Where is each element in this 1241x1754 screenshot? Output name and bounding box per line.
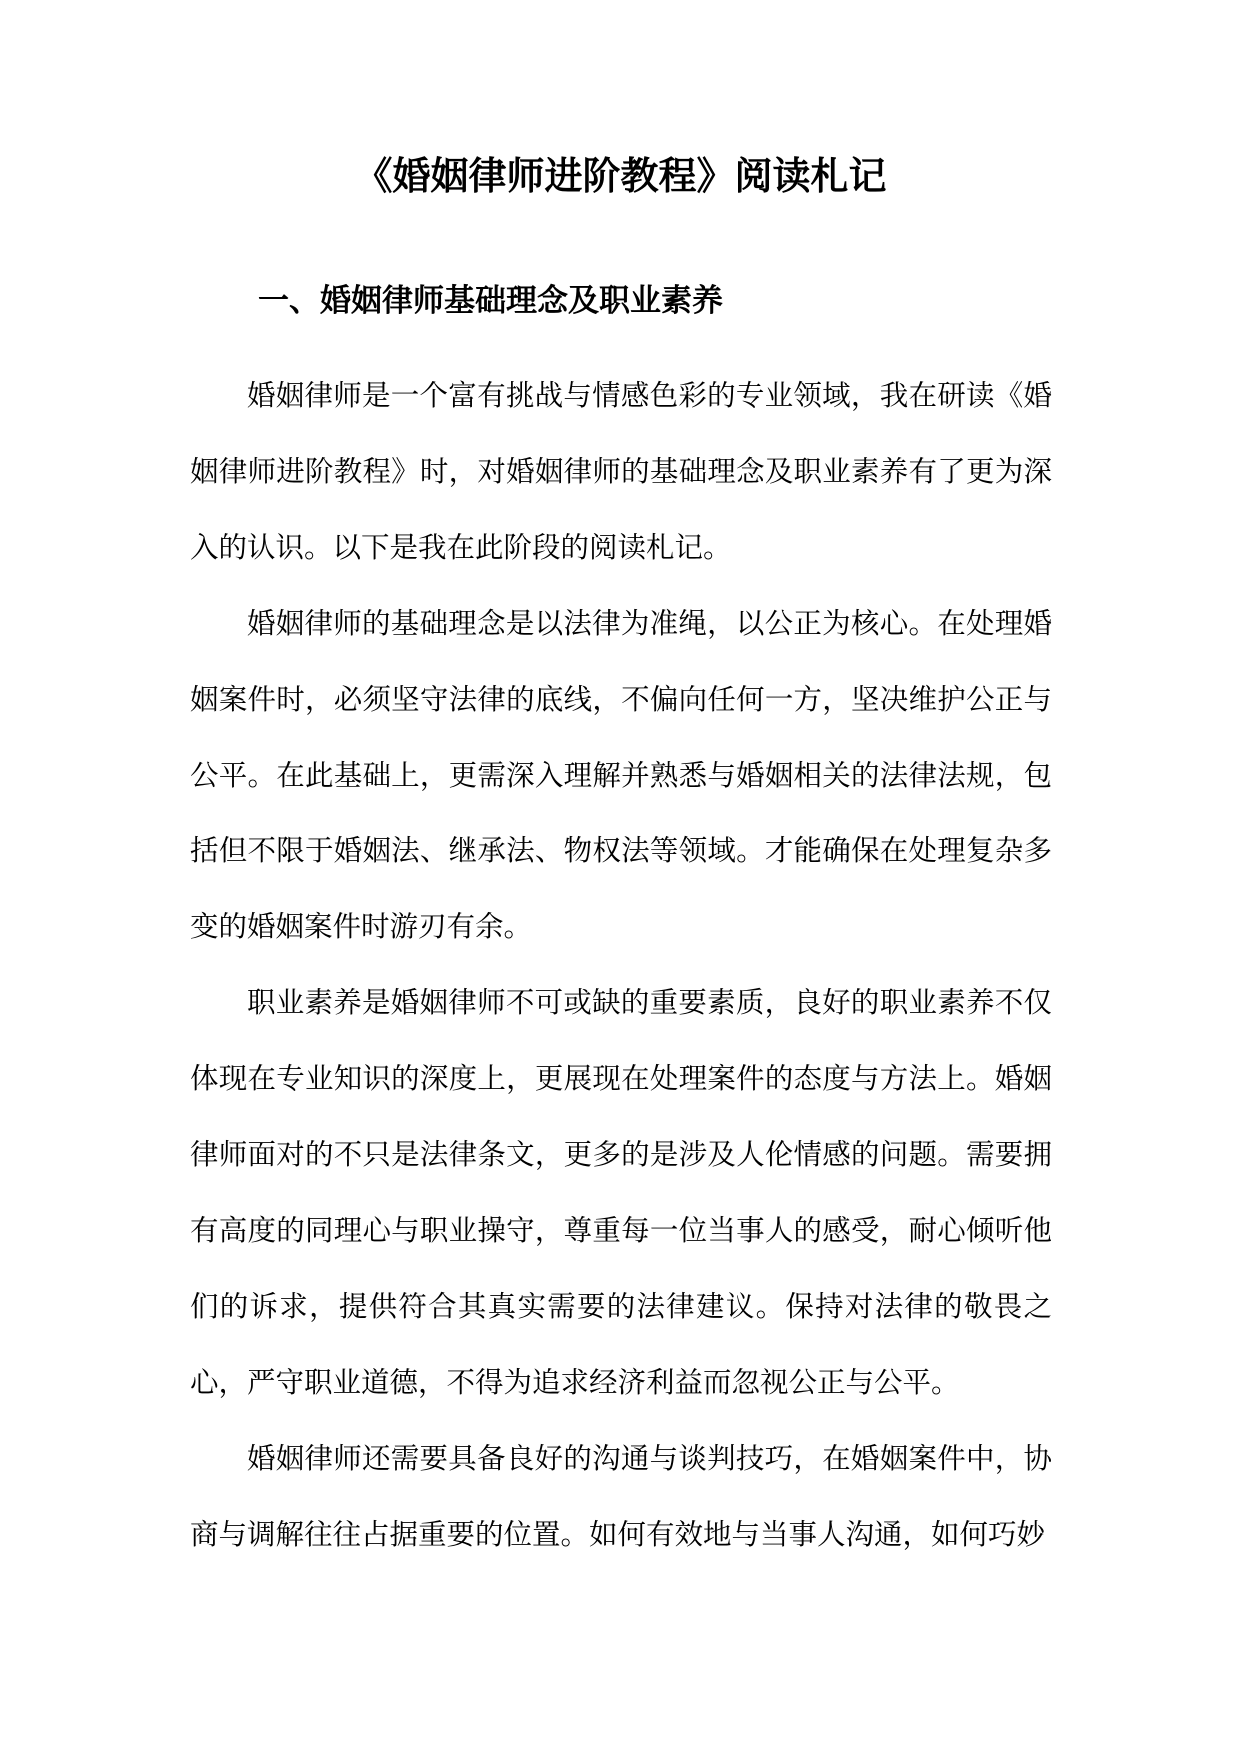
paragraph: 婚姻律师还需要具备良好的沟通与谈判技巧，在婚姻案件中，协商与调解往往占据重要的位置。如何有效地与当事人沟通，如何巧妙 — [190, 1441, 1052, 1551]
section-heading: 一、婚姻律师基础理念及职业素养 — [258, 283, 723, 319]
paragraph: 职业素养是婚姻律师不可或缺的重要素质，良好的职业素养不仅体现在专业知识的深度上，更展现在处理案件的态度与方法上。婚姻律师面对的不只是法律条文，更多的是涉及人伦情感的问题。需要拥有高度的同理心与职业操守，尊重每一位当事人的感受，耐心倾听他们的诉求，提供符合其真实需要的法律建议。保持对法律的敬畏之心，严守职业道德，不得为追求经济利益而忽视公正与公平。 — [190, 986, 1052, 1399]
body-text — [190, 358, 1052, 1573]
paragraph: 婚姻律师是一个富有挑战与情感色彩的专业领域，我在研读《婚姻律师进阶教程》时，对婚姻律师的基础理念及职业素养有了更为深入的认识。以下是我在此阶段的阅读札记。 — [190, 379, 1052, 564]
paragraph: 婚姻律师的基础理念是以法律为准绳，以公正为核心。在处理婚姻案件时，必须坚守法律的底线，不偏向任何一方，坚决维护公正与公平。在此基础上，更需深入理解并熟悉与婚姻相关的法律法规，包括但不限于婚姻法、继承法、物权法等领域。才能确保在处理复杂多变的婚姻案件时游刃有余。 — [190, 606, 1052, 944]
document-title: 《婚姻律师进阶教程》阅读札记 — [354, 153, 887, 198]
